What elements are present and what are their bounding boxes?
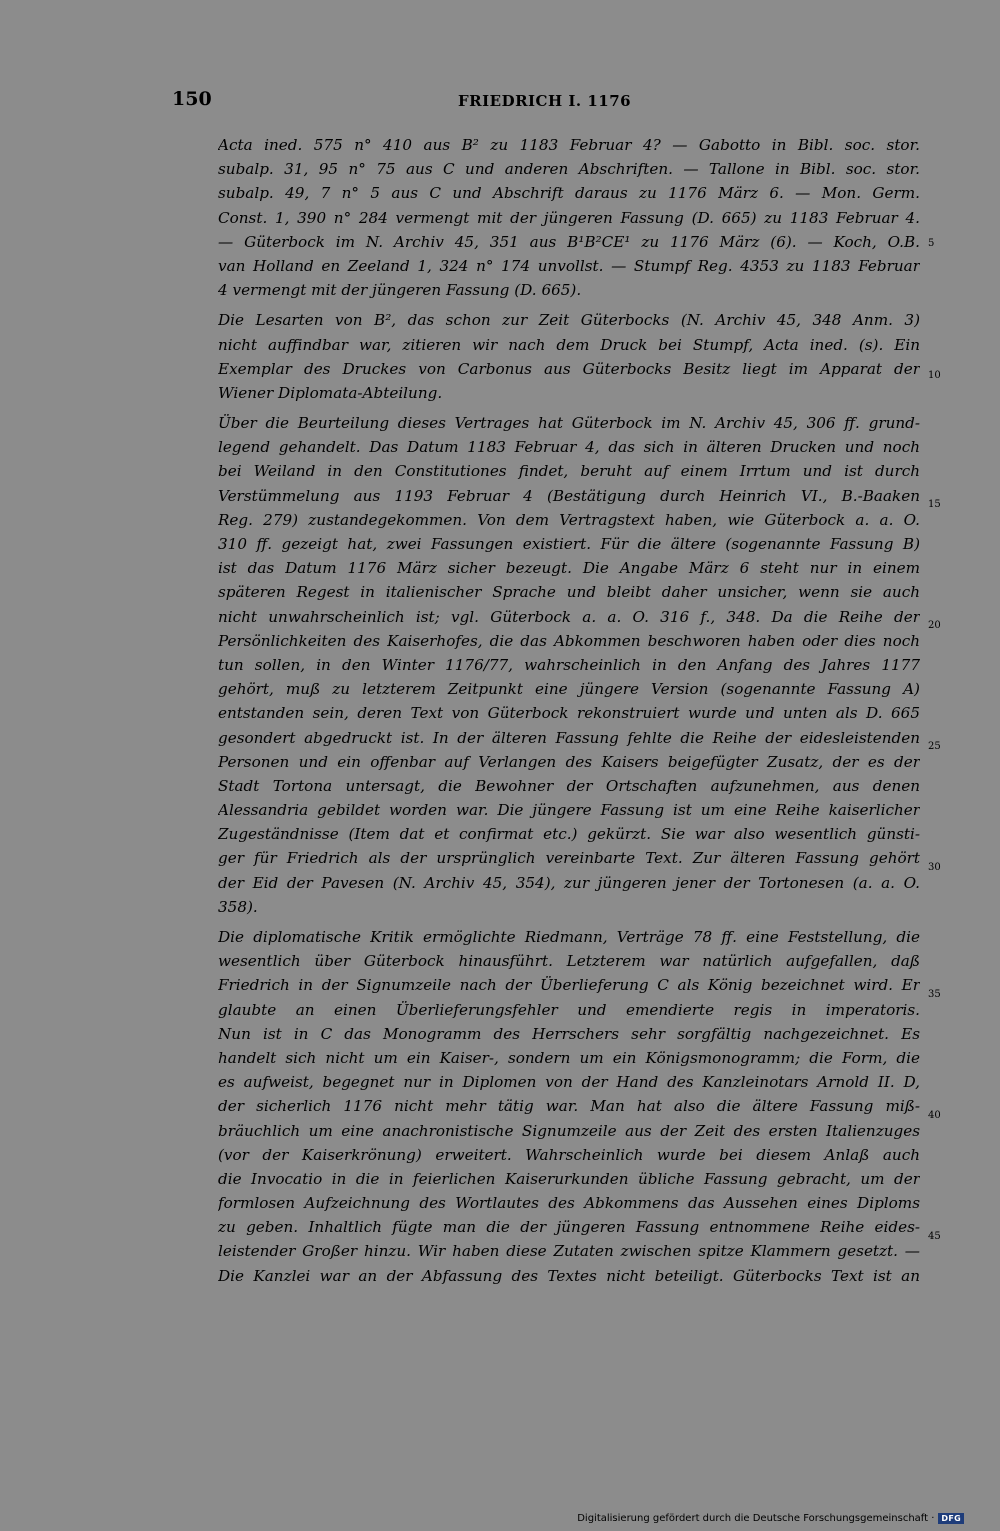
credit-text: Digitalisierung gefördert durch die Deutsche Forschungsgemeinschaft ·: [577, 1513, 935, 1524]
text-line: entstanden sein, deren Text von Güterbock rekonstruiert wurde und unten als D. 665: [218, 704, 920, 723]
text-line: nicht auffindbar war, zitieren wir nach dem Druck bei Stumpf, Acta ined. (s). Ein: [218, 335, 920, 354]
text-line: Persönlichkeiten des Kaiserhofes, die das Abkommen beschworen haben oder dies noch: [218, 631, 920, 650]
margin-line-number: 10: [928, 370, 941, 381]
text-line: Alessandria gebildet worden war. Die jüngere Fassung ist um eine Reihe kaiserlicher: [218, 801, 920, 820]
text-line: glaubte an einen Überlieferungsfehler und emendierte regis in imperatoris.: [218, 1000, 920, 1019]
text-line: Acta ined. 575 n° 410 aus B² zu 1183 Februar 4? — Gabotto in Bibl. soc. stor.: [218, 136, 920, 154]
text-line: Wiener Diplomata-Abteilung.: [218, 383, 443, 402]
text-line: 310 ff. gezeigt hat, zwei Fassungen existiert. Für die ältere (sogenannte Fassung B): [218, 535, 920, 553]
text-line: Stadt Tortona untersagt, die Bewohner der Ortschaften aufzunehmen, aus denen: [218, 776, 920, 795]
text-line: bräuchlich um eine anachronistische Signumzeile aus der Zeit des ersten Italienzuges: [218, 1121, 920, 1140]
paragraph-kritik: [218, 925, 920, 1288]
text-line: Die diplomatische Kritik ermöglichte Riedmann, Verträge 78 ff. eine Feststellung, die: [218, 928, 920, 946]
text-line: — Güterbock im N. Archiv 45, 351 aus B¹B²CE¹ zu 1176 März (6). — Koch, O.B.: [218, 232, 920, 251]
text-line: wesentlich über Güterbock hinausführt. Letzterem war natürlich aufgefallen, daß: [218, 952, 920, 971]
text-line: die Invocatio in die in feierlichen Kaiserurkunden übliche Fassung gebracht, um der: [218, 1169, 920, 1188]
margin-line-number: 45: [928, 1231, 941, 1242]
text-block: [218, 133, 920, 1294]
text-line: Personen und ein offenbar auf Verlangen des Kaisers beigefügter Zusatz, der es der: [218, 752, 920, 771]
text-line: es aufweist, begegnet nur in Diplomen von der Hand des Kanzleinotars Arnold II. D,: [218, 1073, 920, 1092]
paragraph-beurteilung: [218, 411, 920, 919]
text-line: Zugeständnisse (Item dat et confirmat etc.) gekürzt. Sie war also wesentlich günsti-: [218, 825, 920, 844]
text-line: der sicherlich 1176 nicht mehr tätig war. Man hat also die ältere Fassung miß-: [218, 1097, 920, 1116]
text-line: späteren Regest in italienischer Sprache und bleibt daher unsicher, wenn sie auch: [218, 583, 920, 602]
text-line: Friedrich in der Signumzeile nach der Überlieferung C als König bezeichnet wird. Er: [218, 976, 920, 995]
text-line: der Eid der Pavesen (N. Archiv 45, 354), zur jüngeren jener der Tortonesen (a. a. O.: [218, 873, 920, 892]
text-line: Verstümmelung aus 1193 Februar 4 (Bestätigung durch Heinrich VI., B.-Baaken: [218, 486, 920, 505]
text-line: 358).: [218, 897, 258, 916]
text-line: Über die Beurteilung dieses Vertrages hat Güterbock im N. Archiv 45, 306 ff. grund-: [218, 414, 920, 433]
text-line: Nun ist in C das Monogramm des Herrschers sehr sorgfältig nachgezeichnet. Es: [218, 1024, 920, 1043]
margin-line-number: 20: [928, 620, 941, 631]
text-line: ger für Friedrich als der ursprünglich vereinbarte Text. Zur älteren Fassung gehört: [218, 849, 920, 868]
margin-line-number: 25: [928, 741, 941, 752]
margin-line-number: 40: [928, 1110, 941, 1121]
margin-line-number: 30: [928, 862, 941, 873]
text-line: (vor der Kaiserkrönung) erweitert. Wahrscheinlich wurde bei diesem Anlaß auch: [218, 1145, 920, 1164]
text-line: handelt sich nicht um ein Kaiser-, sondern um ein Königsmonogramm; die Form, die: [218, 1048, 920, 1067]
text-line: subalp. 31, 95 n° 75 aus C und anderen Abschriften. — Tallone in Bibl. soc. stor.: [218, 160, 920, 179]
text-line: Reg. 279) zustandegekommen. Von dem Vertragstext haben, wie Güterbock a. a. O.: [218, 510, 920, 529]
text-line: nicht unwahrscheinlich ist; vgl. Güterbock a. a. O. 316 f., 348. Da die Reihe der: [218, 607, 920, 626]
margin-line-number: 35: [928, 989, 941, 1000]
text-line: gehört, muß zu letzterem Zeitpunkt eine jüngere Version (sogenannte Fassung A): [218, 680, 920, 699]
text-line: gesondert abgedruckt ist. In der älteren Fassung fehlte die Reihe der eidesleistenden: [218, 728, 920, 747]
margin-line-number: 5: [928, 238, 935, 249]
digitization-credit: [577, 1513, 964, 1524]
text-line: bei Weiland in den Constitutiones findet, beruht auf einem Irrtum und ist durch: [218, 462, 920, 481]
text-line: Const. 1, 390 n° 284 vermengt mit der jüngeren Fassung (D. 665) zu 1183 Februar 4.: [218, 208, 920, 227]
text-line: leistender Großer hinzu. Wir haben diese Zutaten zwischen spitze Klammern gesetzt. —: [218, 1242, 920, 1261]
text-line: ist das Datum 1176 März sicher bezeugt. Die Angabe März 6 steht nur in einem: [218, 559, 920, 578]
text-line: subalp. 49, 7 n° 5 aus C und Abschrift daraus zu 1176 März 6. — Mon. Germ.: [218, 184, 920, 203]
paragraph-sources: [218, 133, 920, 302]
text-line: legend gehandelt. Das Datum 1183 Februar 4, das sich in älteren Drucken und noch: [218, 438, 920, 457]
text-line: Die Kanzlei war an der Abfassung des Textes nicht beteiligt. Güterbocks Text ist an: [218, 1266, 920, 1285]
text-line: 4 vermengt mit der jüngeren Fassung (D. 665).: [218, 281, 582, 300]
margin-line-number: 15: [928, 499, 941, 510]
text-line: zu geben. Inhaltlich fügte man die der jüngeren Fassung entnommene Reihe eides-: [218, 1218, 920, 1237]
text-line: formlosen Aufzeichnung des Wortlautes des Abkommens das Aussehen eines Diploms: [218, 1194, 920, 1213]
dfg-logo: DFG: [938, 1513, 964, 1524]
page-number: 150: [172, 88, 212, 110]
paragraph-lesarten: [218, 308, 920, 405]
text-line: Die Lesarten von B², das schon zur Zeit Güterbocks (N. Archiv 45, 348 Anm. 3): [218, 311, 920, 330]
text-line: van Holland en Zeeland 1, 324 n° 174 unvollst. — Stumpf Reg. 4353 zu 1183 Februar: [218, 256, 920, 275]
text-line: Exemplar des Druckes von Carbonus aus Güterbocks Besitz liegt im Apparat der: [218, 359, 920, 378]
running-head: FRIEDRICH I. 1176: [458, 92, 632, 110]
text-line: tun sollen, in den Winter 1176/77, wahrscheinlich in den Anfang des Jahres 1177: [218, 655, 920, 674]
